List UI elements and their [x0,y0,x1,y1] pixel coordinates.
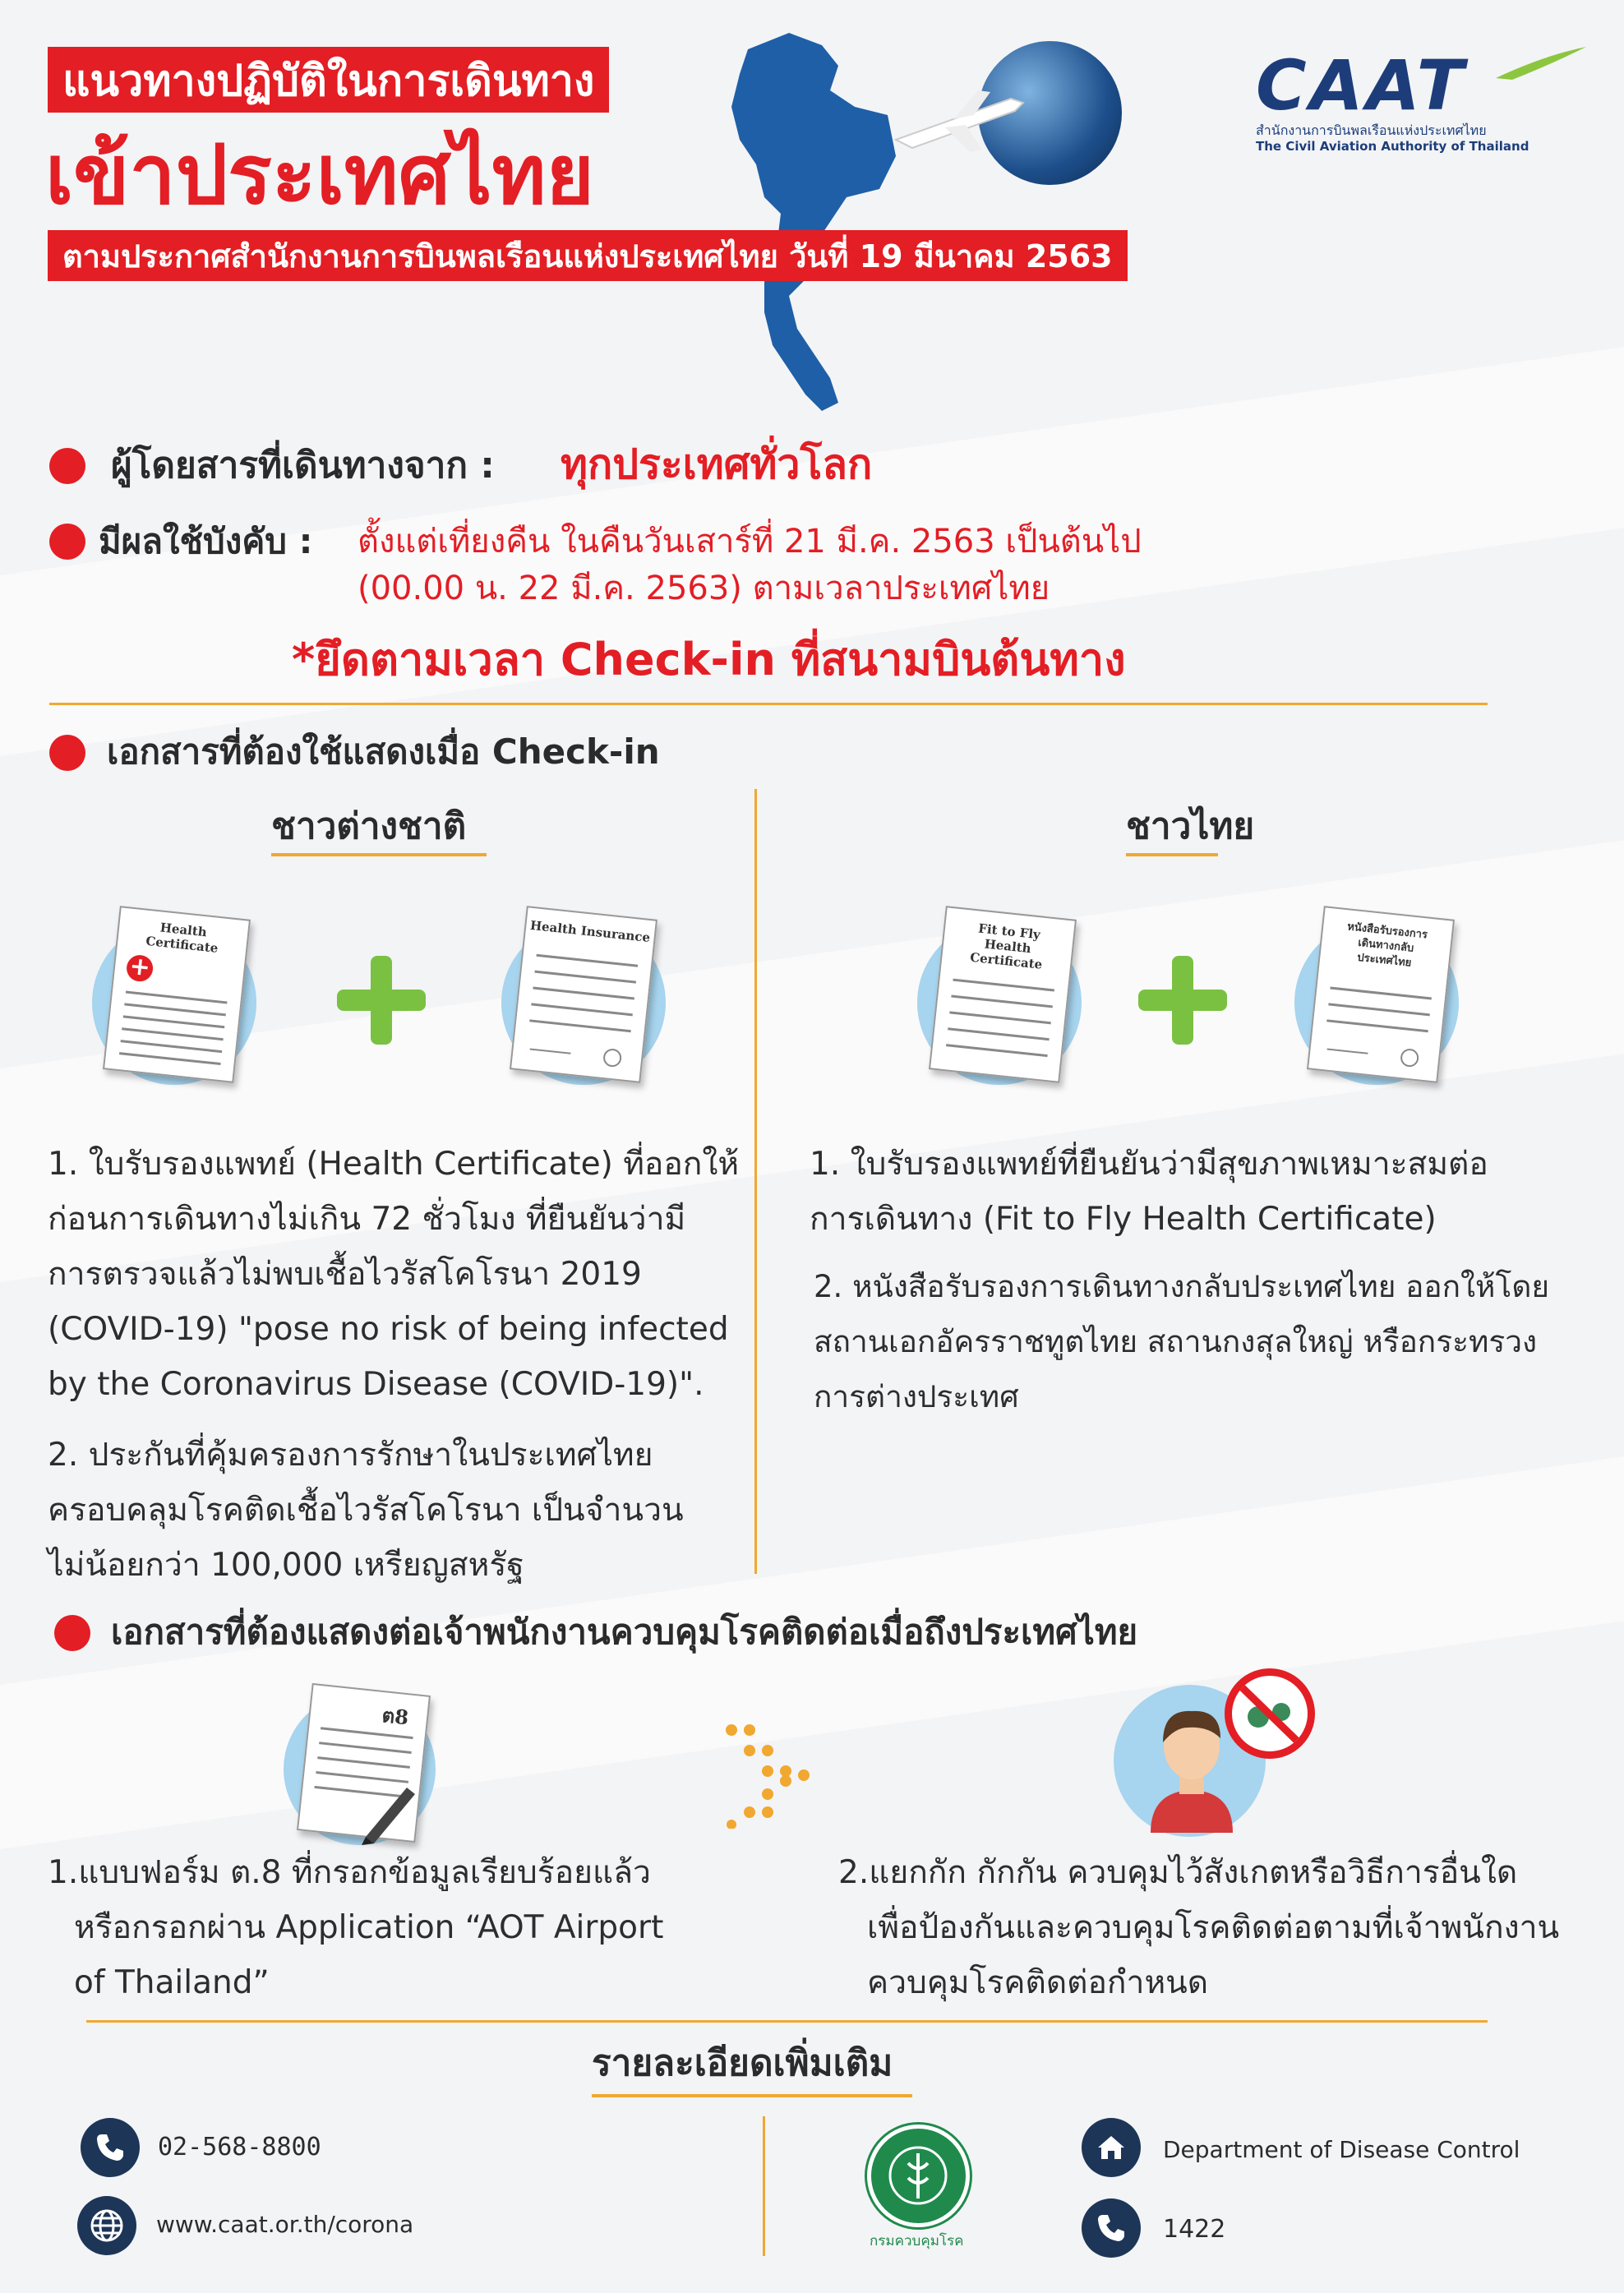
stamp-icon [1400,1048,1419,1068]
thais-line: การเดินทาง (Fit to Fly Health Certificate) [810,1201,1437,1238]
foreigners-underline [271,853,487,856]
thais-line: การต่างประเทศ [814,1379,1019,1414]
bullet-effective [49,524,85,560]
pen-icon [358,1779,423,1845]
title-line1-box [48,47,609,113]
passengers-label: ผู้โดยสารที่เดินทางจาก : [111,445,495,487]
form-t8-label: ต8 [381,1703,410,1730]
arrival-heading: เอกสารที่ต้องแสดงต่อเจ้าพนักงานควบคุมโรคติดต่อเมื่อถึงประเทศไทย [111,1612,1138,1652]
foreigners-line: by the Coronavirus Disease (COVID-19)". [48,1366,704,1403]
bullet-arrival [54,1615,90,1651]
footer-website[interactable]: www.caat.or.th/corona [156,2211,414,2238]
seal-caption: กรมควบคุมโรค [870,2233,964,2249]
thais-line: 1. ใบรับรองแพทย์ที่ยืนยันว่ามีสุขภาพเหมาะสมต่อ [810,1146,1488,1183]
return-certificate-doc-label: หนังสือรับรองการเดินทางกลับประเทศไทย [1346,920,1428,970]
thais-line: 2. หนังสือรับรองการเดินทางกลับประเทศไทย ออกให้โดย [814,1269,1550,1304]
effective-label: มีผลใช้บังคับ : [99,521,313,561]
footer-department: Department of Disease Control [1163,2136,1520,2163]
column-divider [754,789,757,1574]
health-insurance-doc-label: Health Insurance [529,917,651,946]
airplane-icon [888,82,1027,156]
footer-title: รายละเอียดเพิ่มเติม [592,2042,893,2084]
signature-line [530,1049,571,1054]
plus-icon [1138,956,1227,1045]
health-insurance-doc-icon [510,906,657,1083]
foreigners-line: การตรวจแล้วไม่พบเชื้อไวรัสโคโรนา 2019 [48,1256,642,1293]
return-certificate-doc-icon [1307,906,1455,1083]
ddc-seal-icon [867,2125,970,2227]
effective-value1: ตั้งแต่เที่ยงคืน ในคืนวันเสาร์ที่ 21 มี.ค. 2563 เป็นต้นไป [358,523,1142,561]
bullet-checkin [49,735,85,771]
arrival-right-line: ควบคุมโรคติดต่อกำหนด [867,1964,1209,2001]
phone-icon [1082,2198,1141,2258]
fit-to-fly-doc-icon [929,906,1077,1083]
no-virus-icon [1225,1668,1315,1759]
arrival-left-line: of Thailand” [74,1964,270,2001]
footer-phone1[interactable]: 02-568-8800 [158,2133,321,2162]
foreigners-line: (COVID-19) "pose no risk of being infected [48,1311,729,1348]
footer-title-underline [592,2094,912,2097]
foreigners-line: 1. ใบรับรองแพทย์ (Health Certificate) ที่ออกให้ [48,1146,740,1183]
foreigners-line: ก่อนการเดินทางไม่เกิน 72 ชั่วโมง ที่ยืนยันว่ามี [48,1201,686,1238]
signature-line [1327,1049,1368,1054]
foreigners-line: ครอบคลุมโรคติดเชื้อไวรัสโคโรนา เป็นจำนวน [48,1492,684,1529]
subtitle: ตามประกาศสำนักงานการบินพลเรือนแห่งประเทศไทย วันที่ 19 มีนาคม 2563 [62,238,1113,275]
arrow-dots-icon [723,1722,814,1829]
foreigners-title: ชาวต่างชาติ [271,805,467,847]
caat-logo-text: CAAT [1256,45,1467,126]
thailand-map-icon [715,16,904,427]
health-certificate-doc-label: Health Certificate [145,920,219,956]
plus-icon [337,956,426,1045]
caat-logo-thai: สำนักงานการบินพลเรือนแห่งประเทศไทย [1256,122,1487,138]
subtitle-box [48,230,1128,281]
arrival-right-line: 2.แยกกัก กักกัน ควบคุมไว้สังเกตหรือวิธีการอื่นใด [838,1854,1518,1891]
arrival-left-line: 1.แบบฟอร์ม ต.8 ที่กรอกข้อมูลเรียบร้อยแล้ว [48,1854,651,1891]
phone-icon [81,2118,140,2177]
divider [86,2020,1488,2023]
effective-value2: (00.00 น. 22 มี.ค. 2563) ตามเวลาประเทศไทย [358,570,1050,607]
health-certificate-doc-icon [103,906,251,1083]
caat-logo [1249,45,1594,160]
fit-to-fly-doc-label: Fit to Fly Health Certificate [969,920,1044,972]
thais-underline [1126,853,1218,856]
thais-line: สถานเอกอัครราชทูตไทย สถานกงสุลใหญ่ หรือกระทรวง [814,1324,1538,1359]
arrival-left-line: หรือกรอกผ่าน Application “AOT Airport [74,1909,664,1946]
divider [49,703,1488,705]
title-line1: แนวทางปฏิบัติในการเดินทาง [62,56,595,106]
checkin-heading: เอกสารที่ต้องใช้แสดงเมื่อ Check-in [107,731,660,772]
footer-divider [763,2116,765,2256]
thais-title: ชาวไทย [1126,805,1255,847]
title-line2: เข้าประเทศไทย [45,127,594,223]
footer-phone2[interactable]: 1422 [1163,2215,1226,2244]
home-icon [1082,2118,1141,2177]
medical-cross-icon: + [126,954,155,983]
globe-web-icon [77,2196,136,2255]
stamp-icon [602,1048,622,1068]
passengers-value: ทุกประเทศทั่วโลก [561,441,873,488]
arrival-right-line: เพื่อป้องกันและควบคุมโรคติดต่อตามที่เจ้าพนักงาน [867,1909,1560,1946]
logo-swoosh-icon [1496,47,1586,80]
foreigners-line: 2. ประกันที่คุ้มครองการรักษาในประเทศไทย [48,1437,653,1474]
foreigners-line: ไม่น้อยกว่า 100,000 เหรียญสหรัฐ [48,1547,524,1584]
caat-logo-english: The Civil Aviation Authority of Thailand [1256,139,1529,154]
checkin-note: *ยึดตามเวลา Check-in ที่สนามบินต้นทาง [292,634,1126,685]
bullet-passengers [49,448,85,484]
